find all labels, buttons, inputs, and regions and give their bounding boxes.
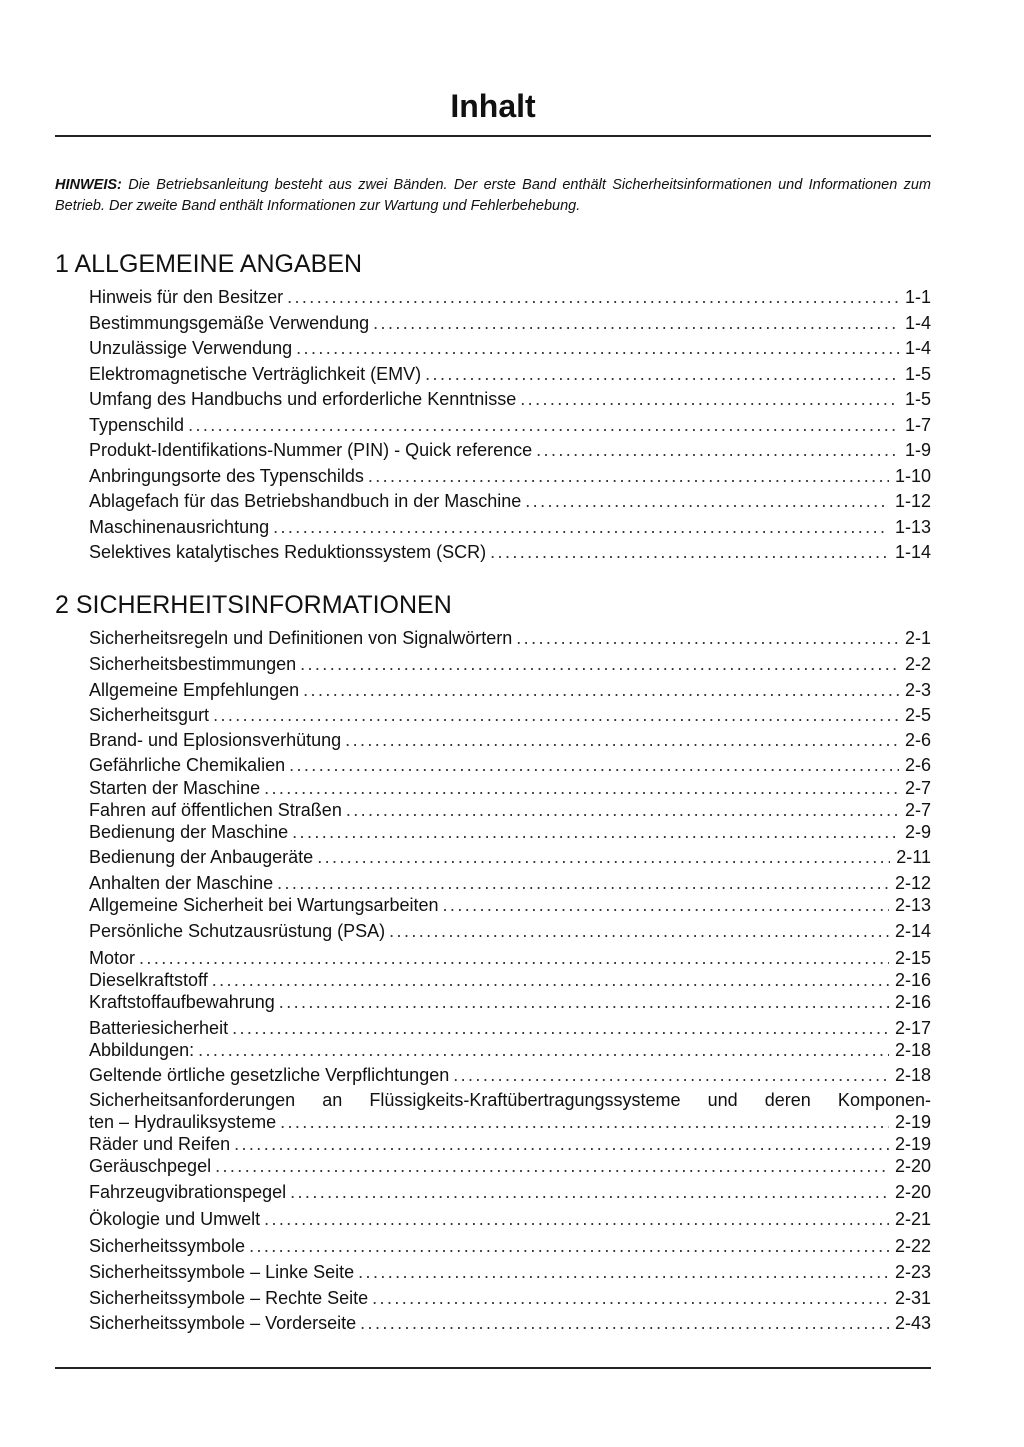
toc-dot-leader xyxy=(215,1155,889,1177)
toc-entry-title: Allgemeine Empfehlungen xyxy=(89,680,300,700)
toc-entry-title: Elektromagnetische Verträglichkeit (EMV) xyxy=(89,363,422,384)
toc-dot-leader xyxy=(300,653,899,675)
toc-entry-title: Umfang des Handbuchs und erforderliche Kenntnisse xyxy=(89,389,517,409)
toc-dot-leader xyxy=(198,1039,889,1061)
toc-entry-title: Produkt-Identifikations-Nummer (PIN) - Quick reference xyxy=(89,440,533,460)
toc-entry xyxy=(89,1287,931,1309)
toc-entry xyxy=(89,337,931,359)
toc-entry-title: Anbringungsorte des Typenschilds xyxy=(89,465,364,486)
toc-page-number: 1-4 xyxy=(904,338,931,358)
toc-entry-title: Selektives katalytisches Reduktionssystem (SCR) xyxy=(89,542,487,562)
toc-page-number: 2-21 xyxy=(894,1209,931,1229)
toc-page-number: 2-18 xyxy=(894,1040,931,1060)
toc-entry-title: Bedienung der Anbaugeräte xyxy=(89,847,314,867)
toc-entry-title: Ökologie und Umwelt xyxy=(89,1209,261,1229)
toc-dot-leader xyxy=(425,363,899,385)
toc-entry xyxy=(89,465,931,487)
toc-dot-leader xyxy=(373,312,899,334)
toc-entry xyxy=(89,286,931,308)
toc-entry-title: Allgemeine Sicherheit bei Wartungsarbeiten xyxy=(89,895,439,915)
toc-page-number: 2-20 xyxy=(894,1156,931,1176)
toc-page-number: 2-5 xyxy=(904,705,931,725)
toc-page-number: 2-9 xyxy=(904,822,931,842)
toc-entry-title: Persönliche Schutzausrüstung (PSA) xyxy=(89,921,386,941)
toc-entry xyxy=(89,679,931,701)
toc-page-number: 2-16 xyxy=(894,992,931,1012)
toc-entry xyxy=(89,388,931,410)
toc-entry xyxy=(89,704,931,726)
toc-entry-title: Maschinenausrichtung xyxy=(89,516,270,537)
toc-entry xyxy=(89,439,931,461)
toc-entry-title: Fahren auf öffentlichen Straßen xyxy=(89,800,342,820)
toc-entry xyxy=(89,1312,931,1334)
toc-page-number: 1-9 xyxy=(904,440,931,460)
toc-page-number: 2-14 xyxy=(894,921,931,941)
section-heading: 2 SICHERHEITSINFORMATIONEN xyxy=(55,591,452,619)
toc-entry-title: Starten der Maschine xyxy=(89,778,261,798)
toc-entry xyxy=(89,414,931,436)
toc-entry-title: Abbildungen: xyxy=(89,1040,195,1060)
toc-entry-title: Anhalten der Maschine xyxy=(89,873,274,893)
toc-entry-title: Sicherheitsanforderungen an Flüssigkeits-Kraftübertragungssysteme und deren Komponen- xyxy=(89,1090,931,1110)
toc-page-number: 2-19 xyxy=(894,1134,931,1154)
toc-entry xyxy=(89,312,931,334)
toc-entry-title: Sicherheitssymbole – Linke Seite xyxy=(89,1262,355,1282)
toc-entry-title: Brand- und Eplosionsverhütung xyxy=(89,730,342,750)
toc-page-number: 2-23 xyxy=(894,1262,931,1282)
toc-page-number: 2-7 xyxy=(904,778,931,798)
toc-page-number: 2-11 xyxy=(896,847,931,867)
toc-entry-title: Kraftstoffaufbewahrung xyxy=(89,992,275,1012)
toc-page-number: 1-4 xyxy=(904,312,931,333)
toc-list xyxy=(89,627,931,1334)
toc-entry xyxy=(89,1235,931,1257)
toc-page-number: 2-19 xyxy=(894,1112,931,1132)
toc-page-number: 1-5 xyxy=(904,389,931,409)
toc-dot-leader xyxy=(536,439,899,461)
toc-page-number: 2-1 xyxy=(904,628,931,648)
toc-entry xyxy=(89,821,931,843)
toc-entry-title: Geltende örtliche gesetzliche Verpflichtungen xyxy=(89,1065,450,1085)
toc-entry xyxy=(89,541,931,563)
top-divider xyxy=(55,135,931,137)
toc-page-number: 1-12 xyxy=(894,491,931,511)
toc-entry xyxy=(89,969,931,991)
toc-entry xyxy=(89,920,931,942)
toc-entry-title: Sicherheitsgurt xyxy=(89,705,210,725)
toc-entry-title: Ablagefach für das Betriebshandbuch in der Maschine xyxy=(89,491,522,511)
toc-entry xyxy=(89,777,931,799)
toc-entry xyxy=(89,653,931,675)
note-paragraph xyxy=(55,175,931,217)
toc-page-number: 2-17 xyxy=(894,1018,931,1038)
toc-entry xyxy=(89,894,931,916)
toc-page-number: 2-31 xyxy=(894,1288,931,1308)
toc-entry-title: Sicherheitssymbole – Rechte Seite xyxy=(89,1288,369,1308)
toc-page-number: 2-6 xyxy=(904,730,931,750)
toc-entry-title: Sicherheitssymbole – Vorderseite xyxy=(89,1313,357,1333)
toc-dot-leader xyxy=(289,754,899,776)
toc-entry xyxy=(89,1133,931,1155)
toc-entry xyxy=(89,1017,931,1039)
toc-entry xyxy=(89,490,931,512)
toc-section-2 xyxy=(55,590,931,1334)
toc-dot-leader xyxy=(234,1133,889,1155)
toc-page-number: 2-6 xyxy=(904,755,931,775)
toc-dot-leader xyxy=(273,516,889,538)
toc-dot-leader xyxy=(249,1235,889,1257)
toc-page-number: 2-13 xyxy=(894,895,931,915)
toc-page-number: 1-13 xyxy=(894,516,931,537)
toc-dot-leader xyxy=(443,894,889,916)
toc-entry xyxy=(89,947,931,969)
toc-dot-leader xyxy=(516,627,899,649)
toc-entry xyxy=(89,799,931,821)
toc-dot-leader xyxy=(490,541,889,563)
toc-entry-title: Sicherheitsbestimmungen xyxy=(89,654,297,674)
toc-list xyxy=(89,286,931,563)
toc-entry-title: Sicherheitsregeln und Definitionen von Signalwörtern xyxy=(89,628,513,648)
toc-entry-title-continued: ten – Hydrauliksysteme xyxy=(89,1112,277,1132)
toc-entry-title: Fahrzeugvibrationspegel xyxy=(89,1182,287,1202)
toc-dot-leader xyxy=(346,799,899,821)
toc-dot-leader xyxy=(232,1017,889,1039)
toc-entry-continuation xyxy=(89,1111,931,1133)
toc-page-number: 2-15 xyxy=(894,948,931,968)
toc-page-number: 1-10 xyxy=(894,465,931,486)
toc-page-number: 1-14 xyxy=(894,542,931,562)
toc-entry-title: Dieselkraftstoff xyxy=(89,970,208,990)
toc-entry-title: Motor xyxy=(89,948,136,968)
toc-dot-leader xyxy=(277,872,889,894)
toc-entry-title: Gefährliche Chemikalien xyxy=(89,755,286,775)
toc-dot-leader xyxy=(345,729,899,751)
toc-entry xyxy=(89,1089,931,1133)
toc-entry xyxy=(89,1155,931,1177)
toc-page-number: 1-7 xyxy=(904,414,931,435)
toc-dot-leader xyxy=(212,969,889,991)
toc-page-number: 2-43 xyxy=(894,1313,931,1333)
toc-entry-title: Geräuschpegel xyxy=(89,1156,212,1176)
toc-page-number: 1-1 xyxy=(904,287,931,307)
toc-dot-leader xyxy=(139,947,889,969)
toc-page-number: 2-16 xyxy=(894,970,931,990)
toc-dot-leader xyxy=(188,414,899,436)
toc-dot-leader xyxy=(360,1312,889,1334)
toc-section-1 xyxy=(55,249,931,563)
note-text: Die Betriebsanleitung besteht aus zwei Bänden. Der erste Band enthält Sicherheitsinformationen und Informationen zum Betrieb. Der zweite Band enthält Informationen zur Wartung und Fehlerbehebung. xyxy=(55,177,931,214)
toc-entry xyxy=(89,991,931,1013)
toc-entry xyxy=(89,1039,931,1061)
toc-page-number: 2-7 xyxy=(904,800,931,820)
toc-entry-title: Hinweis für den Besitzer xyxy=(89,287,284,307)
toc-dot-leader xyxy=(525,490,889,512)
toc-entry-title: Räder und Reifen xyxy=(89,1134,231,1154)
toc-entry xyxy=(89,1181,931,1203)
toc-dot-leader xyxy=(368,465,889,487)
toc-entry xyxy=(89,754,931,776)
toc-page-number: 2-22 xyxy=(894,1236,931,1256)
toc-entry xyxy=(89,729,931,751)
toc-dot-leader xyxy=(290,1181,889,1203)
toc-entry-title: Typenschild xyxy=(89,414,185,435)
toc-entry-title: Unzulässige Verwendung xyxy=(89,338,293,358)
toc-dot-leader xyxy=(296,337,899,359)
bottom-divider xyxy=(55,1367,931,1369)
toc-page-number: 1-5 xyxy=(904,363,931,384)
toc-dot-leader xyxy=(213,704,899,726)
toc-dot-leader xyxy=(453,1064,889,1086)
toc-entry-title: Bestimmungsgemäße Verwendung xyxy=(89,312,370,333)
toc-entry-title: Sicherheitssymbole xyxy=(89,1236,246,1256)
toc-entry xyxy=(89,363,931,385)
toc-dot-leader xyxy=(372,1287,889,1309)
toc-page-number: 2-12 xyxy=(894,873,931,893)
note-label: HINWEIS: xyxy=(55,177,122,193)
page-title: Inhalt xyxy=(450,88,536,124)
toc-entry xyxy=(89,846,931,868)
toc-dot-leader xyxy=(520,388,899,410)
toc-dot-leader xyxy=(389,920,889,942)
toc-entry xyxy=(89,516,931,538)
toc-dot-leader xyxy=(358,1261,889,1283)
toc-dot-leader xyxy=(279,991,889,1013)
toc-entry xyxy=(89,1208,931,1230)
toc-entry-title: Bedienung der Maschine xyxy=(89,822,289,842)
toc-entry xyxy=(89,1261,931,1283)
toc-dot-leader xyxy=(317,846,890,868)
toc-entry xyxy=(89,1064,931,1086)
toc-dot-leader xyxy=(280,1111,889,1133)
toc-dot-leader xyxy=(287,286,899,308)
toc-dot-leader xyxy=(303,679,899,701)
toc-dot-leader xyxy=(292,821,899,843)
toc-page-number: 2-2 xyxy=(904,654,931,674)
toc-entry xyxy=(89,627,931,649)
toc-entry xyxy=(89,872,931,894)
section-heading: 1 ALLGEMEINE ANGABEN xyxy=(55,250,363,278)
toc-dot-leader xyxy=(264,777,899,799)
toc-entry-title: Batteriesicherheit xyxy=(89,1018,229,1038)
toc-dot-leader xyxy=(264,1208,889,1230)
toc-page-number: 2-3 xyxy=(904,680,931,700)
toc-page-number: 2-20 xyxy=(894,1182,931,1202)
toc-page-number: 2-18 xyxy=(894,1065,931,1085)
